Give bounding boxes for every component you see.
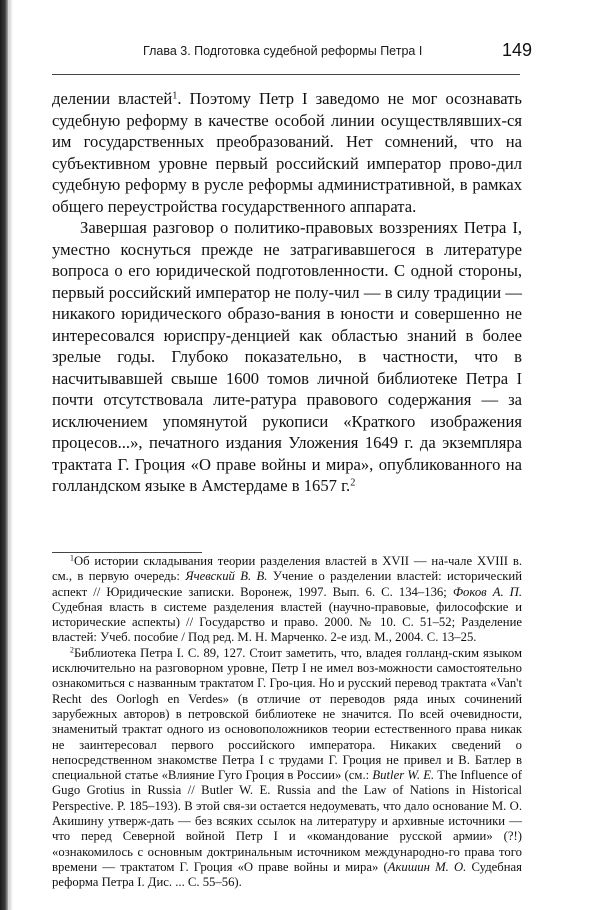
- footnote-ref-1: 1: [172, 90, 178, 102]
- footnote-2-author-2: Акишин М. О.: [387, 859, 467, 874]
- footnote-1-author-1: Ячевский В. В.: [185, 569, 268, 584]
- paragraph-2-text: Завершая разговор о политико-правовых воззрениях Петра I, уместно коснуться прежде не затрагивавшегося в литературе вопроса о его юридической подготовленности. С одной стороны, первый российский император не полу-чил — в силу традиции — никакого юридического образо-вания в юности и совершенно не интересовался юриспру-денцией как областью знаний в более зрелые годы. Глубоко показательно, в частности, что в насчитывавшей свыше 1600 томов личной библиотеке Петра I почти отсутствовала лите-ратура правового содержания — за исключением упомянутой рукописи «Краткого изображения процесов...», печатного издания Уложения 1649 г. да экземпляра трактата Г. Гроция «О праве войны и мира», опубликованного на голландском языке в Амстердаме в 1657 г.: [52, 218, 522, 495]
- footnote-1-author-2: Фоков А. П.: [452, 584, 523, 599]
- paragraph-1: [52, 88, 522, 217]
- footnote-2-text-b: The Influence of Gugo Grotius in Russia // Butler W. E. Russia and the Law of Nations in Historical Perspective. P. 185–193). В этой свя-зи остается недоумевать, что дало основание М. О. Акишину утверж-дать — без всяких ссылок на литературу и архивные источники — что перед Северной войной Петр I и «командование русской армии» (?!) «ознакомилось с основным доктринальным источником международно-го права того времени — трактатом Г. Гроция «О праве войны и мира» (: [52, 768, 522, 874]
- footnote-2: [52, 646, 522, 891]
- footnote-ref-2: 2: [350, 477, 356, 489]
- page-number: 149: [502, 40, 533, 60]
- footnote-1-number: 1: [70, 553, 74, 563]
- paragraph-1-start: делении властей: [52, 89, 173, 108]
- spine-shadow: [9, 0, 13, 910]
- footnote-1-text-b: Учение о разделении властей: исторический аспект // Юридические записки. Воронеж, 1997. Вып. 6. С. 134–136;: [52, 569, 522, 599]
- footnote-2-author-1: Butler W. E.: [372, 768, 435, 783]
- book-spine-edge: [0, 0, 9, 910]
- footnote-rule: [52, 552, 202, 553]
- footnote-1: [52, 554, 522, 646]
- footnote-2-number: 2: [70, 645, 74, 655]
- paragraph-1-rest: . Поэтому Петр I заведомо не мог осознавать судебную реформу в качестве особой линии осуществлявших-ся им государственных преобразований. Нет сомнений, что на субъективном уровне первый российский император прово-дил судебную реформу в русле реформы административной, в рамках общего переустройства государственного аппарата.: [52, 89, 522, 216]
- paragraph-2: [52, 217, 522, 497]
- footnote-2-text-c: Судебная реформа Петра I. Дис. ... С. 55–56).: [52, 859, 522, 890]
- running-head: Глава 3. Подготовка судебной реформы Петра I: [143, 44, 423, 58]
- main-text: [52, 88, 522, 497]
- header-rule: [52, 74, 520, 75]
- footnotes: [52, 554, 522, 891]
- footnote-2-text-a: Библиотека Петра I. С. 89, 127. Стоит заметить, что, владея голланд-ским языком исключительно на разговорном уровне, Петр I не имел воз-можности самостоятельно ознакомиться с названным трактатом Г. Гро-ция. Но и русский перевод трактата «Van't Recht des Oorlogh en Verdes» (в отличие от переводов ряда иных сочинений зарубежных авторов) в петровской библиотеке не значится. По всей очевидности, знаменитый трактат одного из основоположников теории естественного права никак не заинтересовал первого российского императора. Никаких сведений о непосредственном знакомстве Петра I с трудами Г. Гроция не привел и В. Батлер в специальной статье «Влияние Гуго Гроция в России» (см.:: [52, 645, 522, 783]
- footnote-1-text-c: Судебная власть в системе разделения властей (научно-правовые, философские и исторические аспекты) // Государство и право. 2000. № 10. С. 51–52; Разделение властей: Учеб. пособие / Под ред. М. Н. Марченко. 2-е изд. М., 2004. С. 13–25.: [52, 599, 522, 645]
- footnote-1-text-a: Об истории складывания теории разделения властей в XVII — на-чале XVIII в. см., в первую очередь:: [52, 554, 522, 584]
